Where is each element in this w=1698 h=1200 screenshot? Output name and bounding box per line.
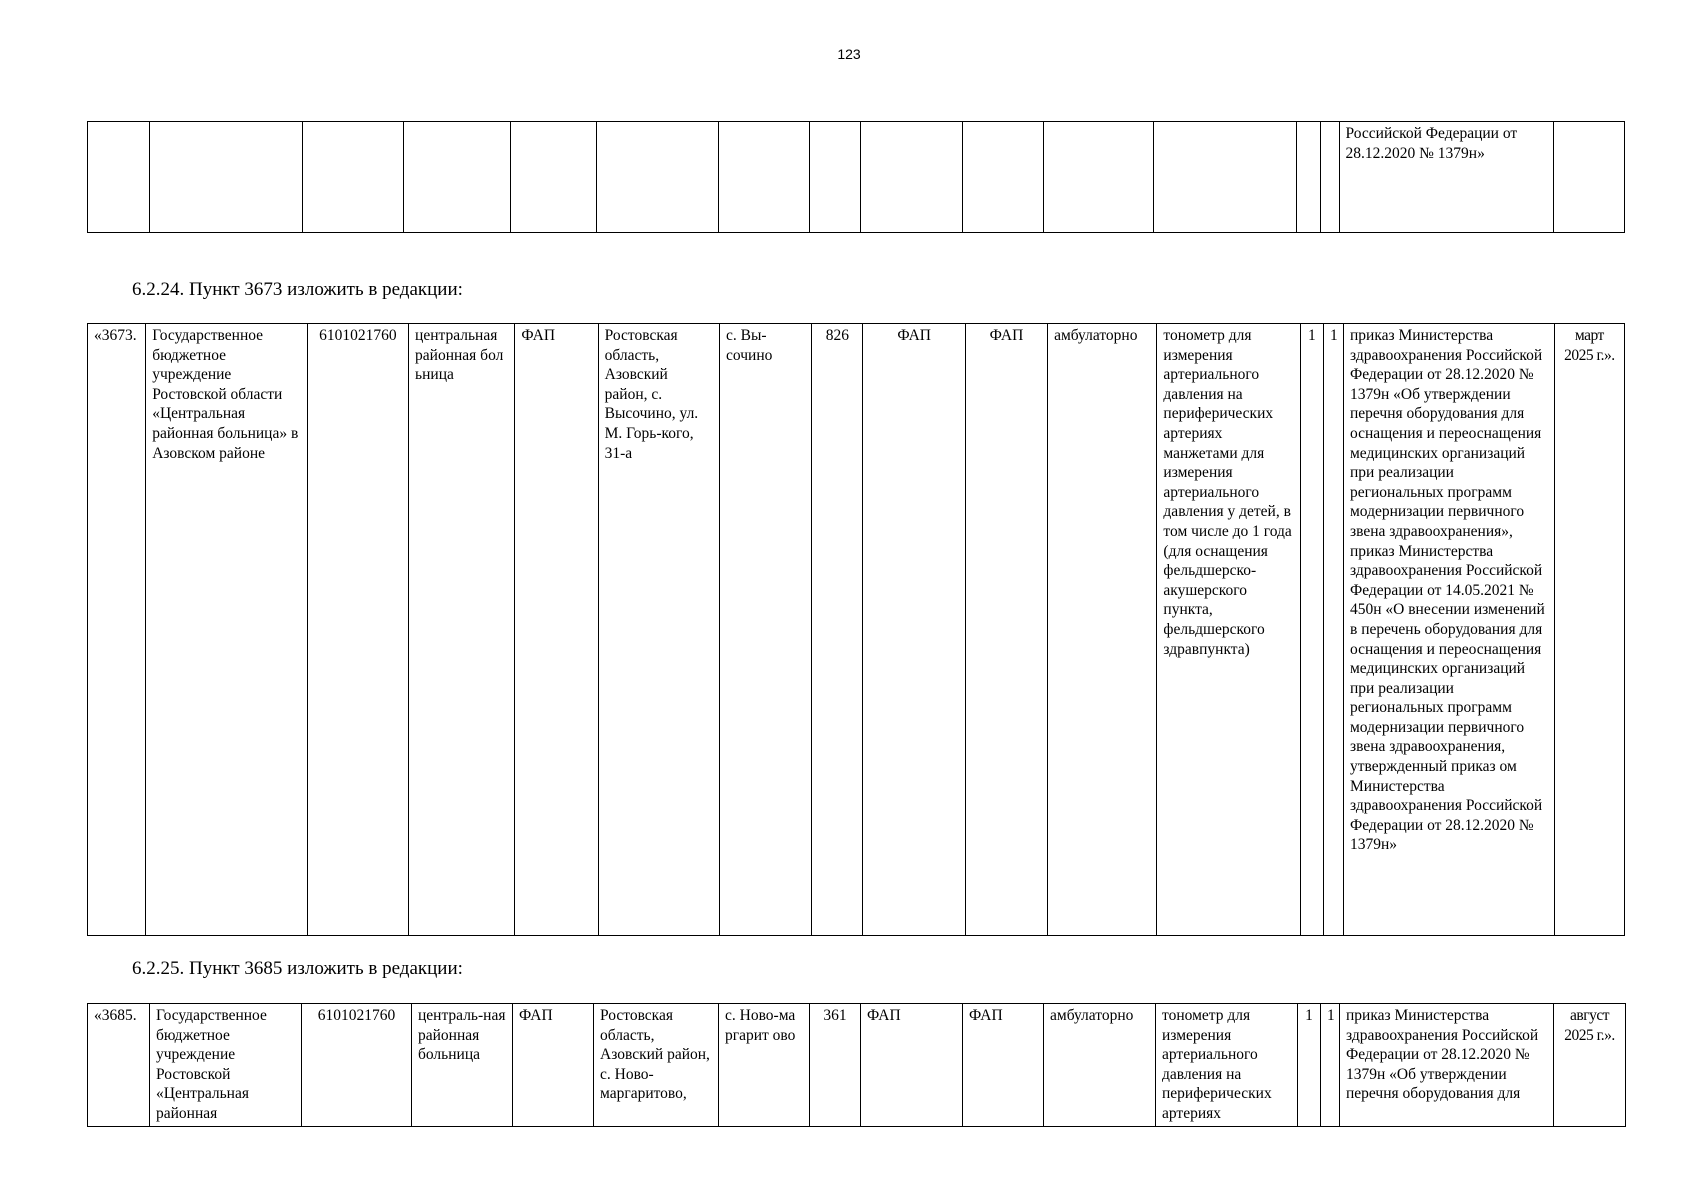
institution-type: централь-ная районная больница — [412, 1004, 513, 1127]
table-cell — [88, 122, 150, 233]
address: Ростовская область, Азовский район, с. Высочино, ул. М. Горь-кого, 31-а — [598, 324, 719, 936]
item-number: «3673. — [88, 324, 146, 936]
care-form: амбулаторно — [1044, 1004, 1156, 1127]
institution-type: центральная районная больница — [409, 324, 515, 936]
table-row — [88, 1004, 1626, 1127]
legal-basis: приказ Министерства здравоохранения Российской Федерации от 28.12.2020 № 1379н «Об утверждении перечня оборудования для — [1340, 1004, 1554, 1127]
table-cell — [809, 122, 860, 233]
table-cell — [303, 122, 404, 233]
institution-code: 6101021760 — [302, 1004, 412, 1127]
locality: с. Ново-маргарит ово — [719, 1004, 810, 1127]
unit-type-1: ФАП — [861, 1004, 963, 1127]
table-cell — [1154, 122, 1297, 233]
item-3673-table — [87, 323, 1625, 936]
table-cell — [718, 122, 809, 233]
care-form: амбулаторно — [1048, 324, 1157, 936]
table-cell — [510, 122, 596, 233]
section-heading-6-2-25: 6.2.25. Пункт 3685 изложить в редакции: — [132, 958, 463, 979]
table-cell — [404, 122, 510, 233]
table-cell — [150, 122, 303, 233]
table-cell — [1044, 122, 1154, 233]
legal-basis: приказ Министерства здравоохранения Российской Федерации от 28.12.2020 № 1379н «Об утверждении перечня оборудования для оснащения и переоснащения медицинских организаций при реализации региональных программ модернизации первичного звена здравоохранения», приказ Министерства здравоохранения Российской Федерации от 14.05.2021 № 450н «О внесении изменений в перечень оборудования для оснащения и переоснащения медицинских организаций при реализации региональных программ модернизации первичного звена здравоохранения, утвержденный приказ ом Министерства здравоохранения Российской Федерации от 28.12.2020 № 1379н» — [1344, 324, 1555, 936]
implementation-date: август 2025 г.». — [1554, 1004, 1626, 1127]
quantity-2: 1 — [1323, 324, 1343, 936]
table-cell — [1553, 122, 1624, 233]
quantity-1: 1 — [1298, 1004, 1321, 1127]
locality: с. Вы-сочино — [720, 324, 812, 936]
implementation-date: март 2025 г.». — [1554, 324, 1624, 936]
unit-type-2: ФАП — [963, 1004, 1044, 1127]
population: 826 — [812, 324, 863, 936]
section-heading-6-2-24: 6.2.24. Пункт 3673 изложить в редакции: — [132, 279, 463, 300]
table-cell — [1320, 122, 1339, 233]
legal-basis-cell: Российской Федерации от 28.12.2020 № 1379н» — [1339, 122, 1553, 233]
unit-name: ФАП — [513, 1004, 594, 1127]
address: Ростовская область, Азовский район, с. Ново-маргаритово, — [594, 1004, 719, 1127]
continuation-table — [87, 121, 1625, 233]
unit-name: ФАП — [515, 324, 598, 936]
equipment: тонометр для измерения артериального давления на периферических артериях — [1156, 1004, 1298, 1127]
table-cell — [1297, 122, 1320, 233]
quantity-1: 1 — [1300, 324, 1323, 936]
institution-name: Государственное бюджетное учреждение Ростовской «Центральная районная — [150, 1004, 302, 1127]
item-number: «3685. — [88, 1004, 150, 1127]
institution-code: 6101021760 — [307, 324, 408, 936]
unit-type-1: ФАП — [863, 324, 965, 936]
table-cell — [596, 122, 718, 233]
item-3685-table — [87, 1003, 1626, 1127]
table-cell — [860, 122, 962, 233]
table-row — [88, 324, 1625, 936]
table-cell — [963, 122, 1044, 233]
quantity-2: 1 — [1321, 1004, 1340, 1127]
unit-type-2: ФАП — [965, 324, 1047, 936]
equipment: тонометр для измерения артериального давления на периферических артериях манжетами для измерения артериального давления у детей, в том числе до 1 года (для оснащения фельдшерско-акушерского пункта, фельдшерского здравпункта) — [1157, 324, 1300, 936]
institution-name: Государственное бюджетное учреждение Ростовской области «Центральная районная больница» в Азовском районе — [146, 324, 308, 936]
page-number: 123 — [837, 46, 861, 62]
population: 361 — [810, 1004, 861, 1127]
